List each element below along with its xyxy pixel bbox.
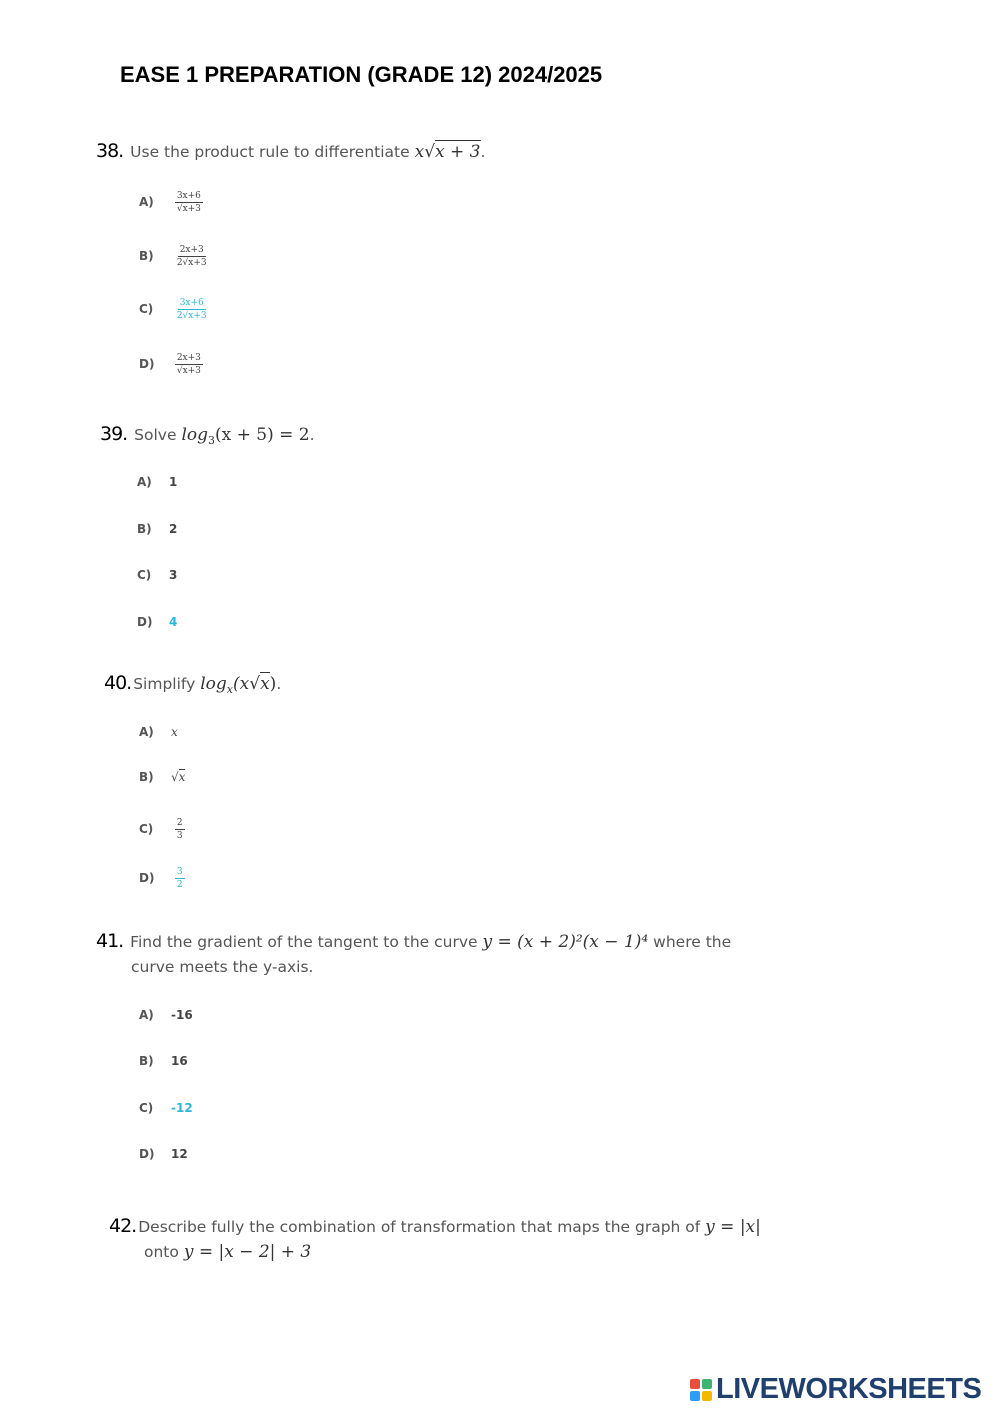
- fraction-numerator: 3: [176, 867, 183, 877]
- math-log: log: [200, 674, 227, 694]
- option-value-correct: -12: [171, 1101, 193, 1115]
- option-label: C): [139, 1101, 154, 1115]
- q38-option-c[interactable]: [139, 297, 209, 322]
- logo-grid-icon: [690, 1379, 712, 1401]
- logo-square-yellow: [702, 1391, 712, 1401]
- q40-option-c[interactable]: [139, 817, 185, 842]
- option-label: A): [137, 475, 152, 489]
- math-log-base: x: [226, 683, 233, 697]
- option-value: -16: [171, 1008, 193, 1022]
- option-fraction: [175, 817, 185, 842]
- option-label: B): [139, 770, 154, 784]
- math-close: ): [269, 674, 277, 694]
- q39-option-b[interactable]: [137, 522, 177, 536]
- q40-option-d[interactable]: [139, 866, 185, 891]
- question-number: 41.: [96, 930, 124, 952]
- question-41-line2: curve meets the y-axis.: [131, 958, 314, 976]
- fraction-numerator: 3x+6: [179, 298, 204, 308]
- question-end: .: [276, 675, 282, 693]
- math-radicand: x + 3: [435, 142, 481, 162]
- option-label: D): [139, 357, 155, 371]
- question-number: 38.: [96, 140, 124, 162]
- math-expression-2: y = |x − 2| + 3: [183, 1242, 312, 1262]
- option-label: D): [137, 615, 153, 629]
- option-label: D): [139, 871, 155, 885]
- math-open: (x: [233, 674, 250, 694]
- option-value: x: [178, 770, 186, 784]
- question-39: [100, 421, 315, 454]
- fraction-denominator: √x+3: [176, 366, 201, 376]
- question-38: [96, 138, 485, 165]
- q39-option-c[interactable]: [137, 568, 177, 582]
- q41-option-b[interactable]: [139, 1054, 188, 1068]
- option-label: A): [139, 195, 154, 209]
- option-label: D): [139, 1147, 155, 1161]
- option-fraction: [175, 244, 209, 269]
- q39-option-d[interactable]: [137, 615, 177, 629]
- q39-option-a[interactable]: [137, 475, 177, 489]
- fraction-numerator: 2: [176, 818, 183, 828]
- option-label: A): [139, 1008, 154, 1022]
- option-fraction: [175, 190, 203, 215]
- question-number: 39.: [100, 423, 128, 445]
- q41-option-d[interactable]: [139, 1147, 188, 1161]
- option-label: B): [139, 249, 154, 263]
- math-radicand: x: [260, 674, 270, 694]
- q38-option-d[interactable]: [139, 352, 203, 377]
- fraction-numerator: 3x+6: [176, 191, 201, 201]
- question-end: .: [309, 426, 315, 444]
- math-log: log: [181, 425, 208, 445]
- option-value: 2: [169, 522, 178, 536]
- document-title: EASE 1 PREPARATION (GRADE 12) 2024/2025: [120, 62, 603, 87]
- option-fraction-correct: [175, 297, 209, 322]
- option-value: 1: [169, 475, 178, 489]
- sqrt-symbol: √: [249, 674, 261, 694]
- question-text: Describe fully the combination of transformation that maps the graph of: [138, 1218, 701, 1236]
- option-fraction: [175, 352, 203, 377]
- fraction-denominator: 2√x+3: [176, 311, 207, 321]
- fraction-denominator: √x+3: [176, 204, 201, 214]
- question-number: 40.: [104, 672, 132, 694]
- question-text-continued: where the: [653, 933, 732, 951]
- option-fraction-correct: [175, 866, 185, 891]
- question-42: [109, 1213, 761, 1240]
- math-expression-1: y = |x|: [705, 1217, 761, 1237]
- liveworksheets-logo: [690, 1373, 981, 1406]
- fraction-denominator: 2√x+3: [176, 258, 207, 268]
- fraction-denominator: 3: [176, 831, 183, 841]
- logo-square-blue: [690, 1391, 700, 1401]
- question-text: Solve: [134, 426, 177, 444]
- math-expression: y = (x + 2)²(x − 1)⁴: [482, 932, 649, 952]
- option-label: A): [139, 725, 154, 739]
- option-label: C): [137, 568, 152, 582]
- fraction-denominator: 2: [176, 880, 183, 890]
- question-number: 42.: [109, 1215, 137, 1237]
- question-end: .: [480, 143, 486, 161]
- question-40: [104, 670, 281, 703]
- math-x: x: [414, 142, 425, 162]
- q38-option-b[interactable]: [139, 244, 209, 269]
- fraction-numerator: 2x+3: [179, 245, 204, 255]
- option-value: 3: [169, 568, 178, 582]
- option-value: 12: [171, 1147, 188, 1161]
- option-label: B): [137, 522, 152, 536]
- fraction-numerator: 2x+3: [176, 353, 201, 363]
- question-text: Use the product rule to differentiate: [130, 143, 410, 161]
- option-label: B): [139, 1054, 154, 1068]
- sqrt-symbol: √: [171, 770, 179, 784]
- q40-option-a[interactable]: [139, 725, 178, 739]
- option-value-correct: 4: [169, 615, 178, 629]
- q41-option-a[interactable]: [139, 1008, 193, 1022]
- option-label: C): [139, 822, 154, 836]
- question-text: Simplify: [133, 675, 196, 693]
- math-expression: (x + 5) = 2: [215, 425, 310, 445]
- question-text: Find the gradient of the tangent to the curve: [130, 933, 478, 951]
- option-value: x: [171, 725, 178, 739]
- q38-option-a[interactable]: [139, 190, 203, 215]
- logo-text: LIVEWORKSHEETS: [716, 1373, 982, 1405]
- question-42-line2: [144, 1239, 311, 1265]
- math-log-base: 3: [208, 434, 215, 448]
- logo-square-green: [702, 1379, 712, 1389]
- question-text-continued: onto: [144, 1243, 179, 1261]
- q40-option-b[interactable]: [139, 770, 185, 784]
- option-value: 16: [171, 1054, 188, 1068]
- question-41: [96, 928, 731, 955]
- option-label: C): [139, 302, 154, 316]
- logo-square-red: [690, 1379, 700, 1389]
- q41-option-c[interactable]: [139, 1101, 193, 1115]
- sqrt-symbol: √: [424, 142, 436, 162]
